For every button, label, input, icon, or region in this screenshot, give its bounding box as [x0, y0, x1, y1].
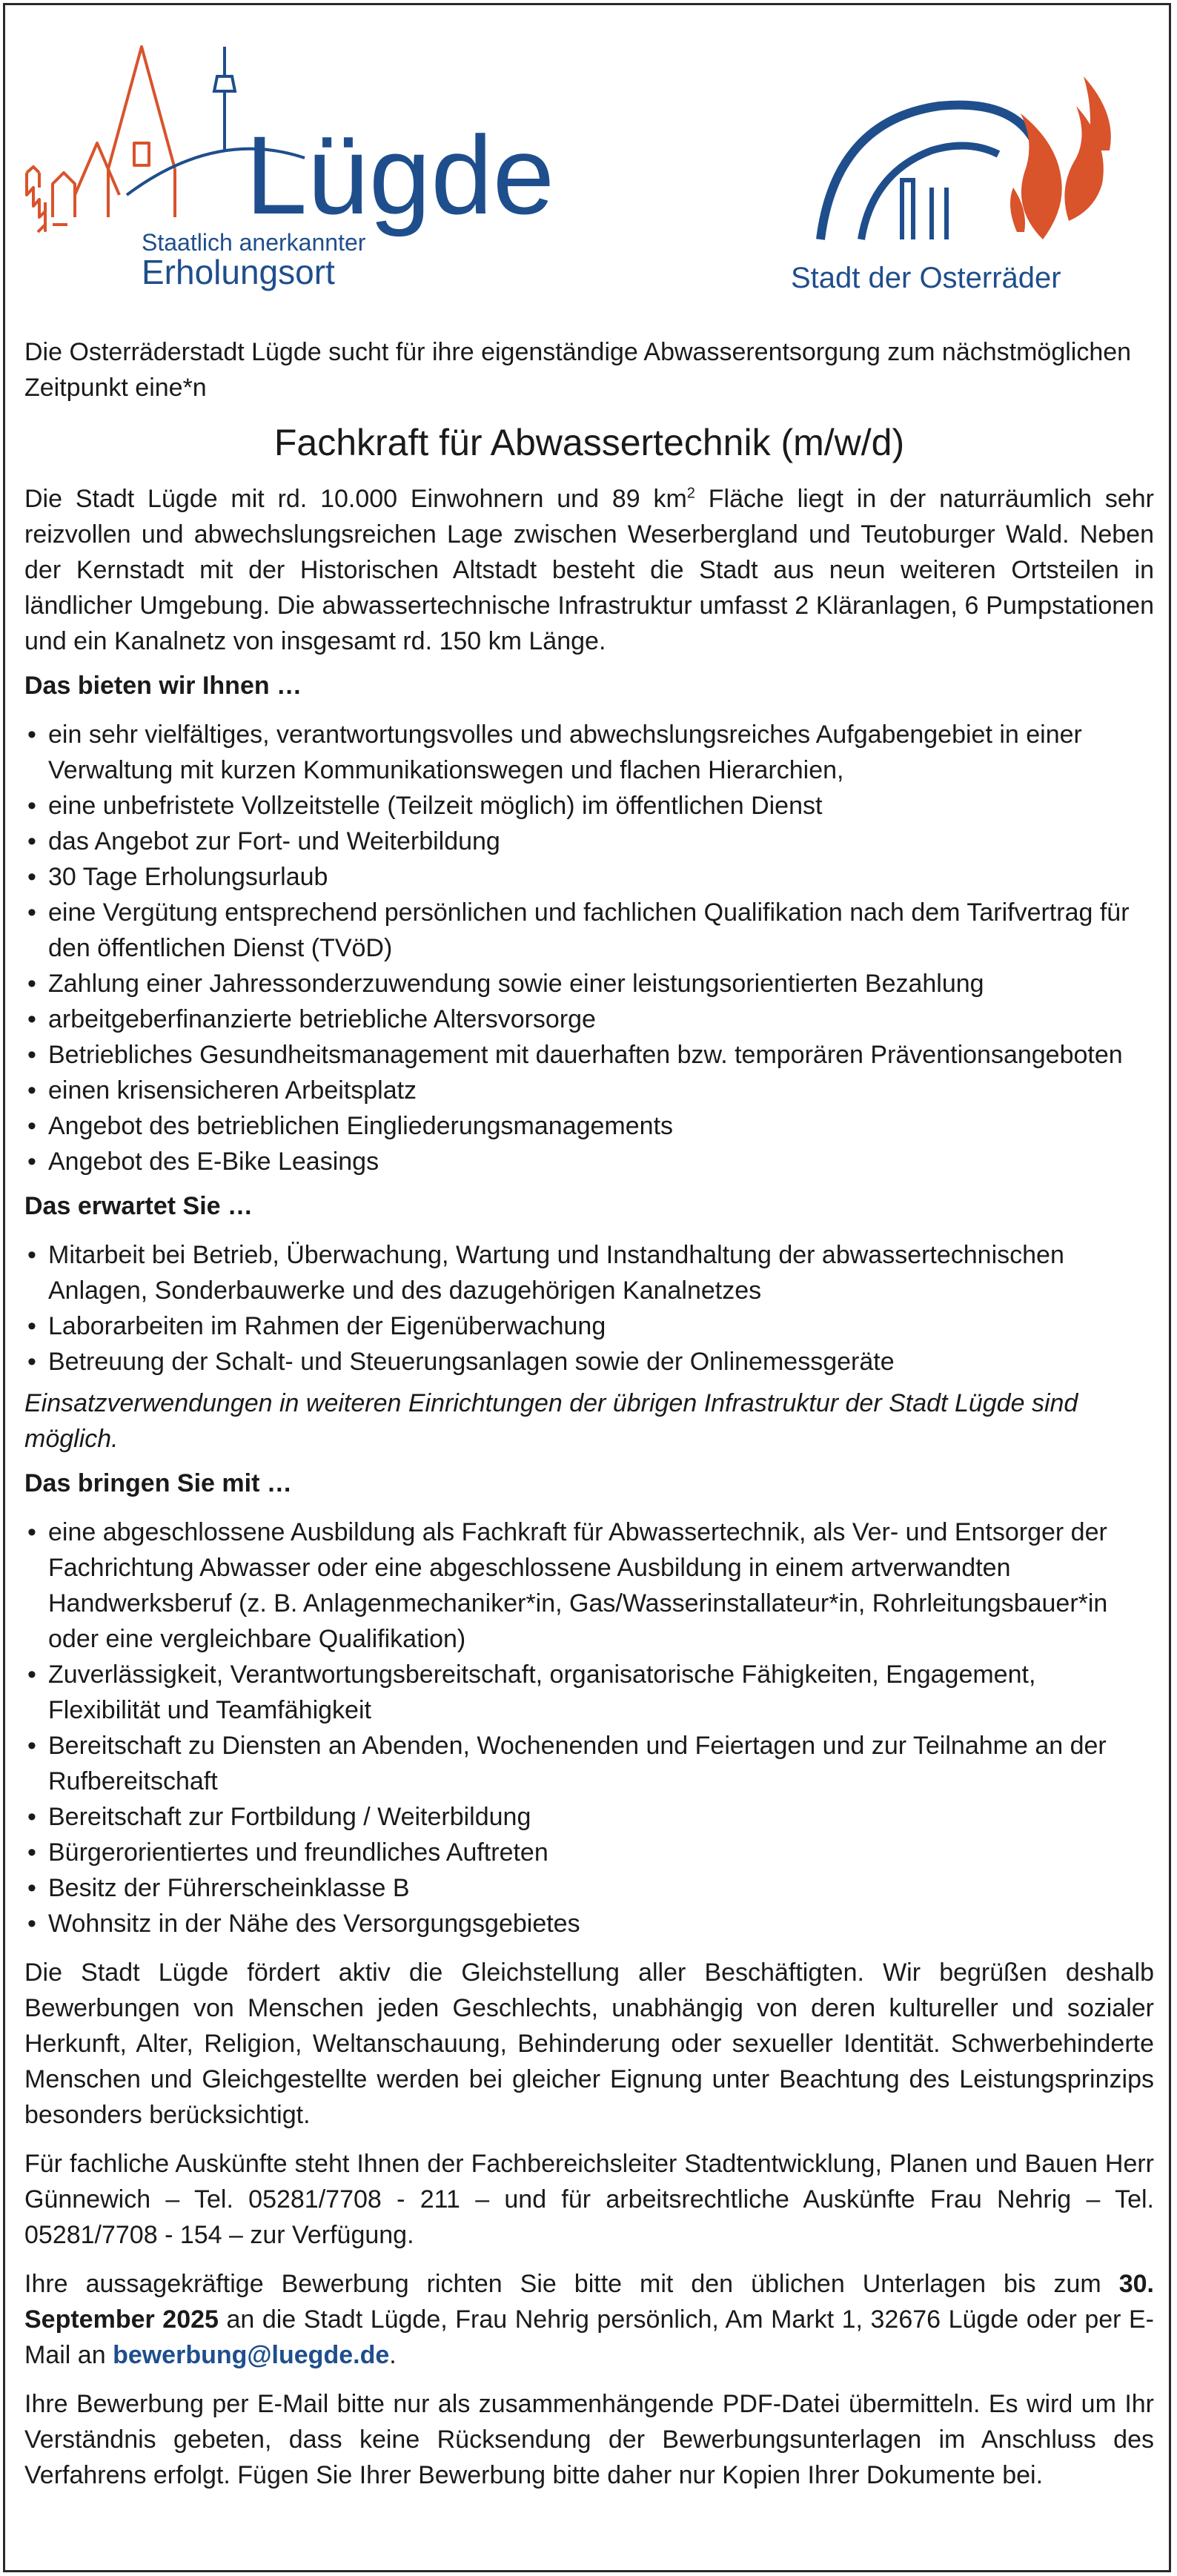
- list-item: • ein sehr vielfältiges, verantwortungsvolles und abwechslungsreiches Aufgabengebiet in einer Verwaltung mit kurzen Kommunikationswegen und flachen Hierarchien,: [24, 717, 1154, 788]
- list-item: • eine unbefristete Vollzeitstelle (Teilzeit möglich) im öffentlichen Dienst: [24, 788, 1154, 824]
- list-item: • Zahlung einer Jahressonderzuwendung sowie einer leistungsorientierten Bezahlung: [24, 966, 1154, 1001]
- logo-line1: Staatlich anerkannter: [142, 229, 366, 256]
- logo-line2: Erholungsort: [142, 253, 335, 291]
- logo-name: Lügde: [245, 113, 555, 237]
- list-item: • Angebot des E-Bike Leasings: [24, 1144, 1154, 1179]
- list-item: • 30 Tage Erholungsurlaub: [24, 859, 1154, 895]
- list-item: • Betreuung der Schalt- und Steuerungsanlagen sowie der Onlinemessgeräte: [24, 1344, 1154, 1380]
- list-item: • arbeitgeberfinanzierte betriebliche Altersvorsorge: [24, 1001, 1154, 1037]
- list-item: • einen krisensicheren Arbeitsplatz: [24, 1073, 1154, 1108]
- pdf-note: Ihre Bewerbung per E-Mail bitte nur als zusammenhängende PDF-Datei übermitteln. Es wird um Ihr Verständnis gebeten, dass keine Rücksendung der Bewerbungsunterlagen im Anschluss des Verfahrens erfolgt. Fügen Sie Ihrer Bewerbung bitte daher nur Kopien Ihrer Dokumente bei.: [24, 2390, 1154, 2489]
- bring-heading: Das bringen Sie mit …: [24, 1469, 292, 1497]
- contact-info: Für fachliche Auskünfte steht Ihnen der Fachbereichsleiter Stadtentwicklung, Planen und Bauen Herr Günnewich – Tel. 05281/7708 - 211 – und für arbeitsrechtliche Auskünfte Frau Nehrig – Tel. 05281/7708 - 154 – zur Verfügung.: [24, 2150, 1154, 2249]
- expect-list: [24, 1237, 1154, 1380]
- expect-heading: Das erwartet Sie …: [24, 1192, 253, 1220]
- logo-slogan: Stadt der Osterräder: [791, 262, 1061, 294]
- list-item: • Wohnsitz in der Nähe des Versorgungsgebietes: [24, 1906, 1154, 1941]
- superscript: 2: [686, 485, 695, 502]
- offer-list: [24, 717, 1154, 1179]
- list-item: • Bereitschaft zu Diensten an Abenden, Wochenenden und Feiertagen und zur Teilnahme an der Rufbereitschaft: [24, 1728, 1154, 1799]
- osterraeder-logo: [791, 62, 1132, 299]
- flame-wheel-icon: [820, 76, 1111, 239]
- list-item: • Betriebliches Gesundheitsmanagement mit dauerhaften bzw. temporären Präventionsangeboten: [24, 1037, 1154, 1073]
- ad-frame: [3, 3, 1171, 2572]
- list-item: • Mitarbeit bei Betrieb, Überwachung, Wartung und Instandhaltung der abwassertechnischen Anlagen, Sonderbauwerke und des dazugehörigen Kanalnetzes: [24, 1237, 1154, 1308]
- job-title: Fachkraft für Abwassertechnik (m/w/d): [273, 422, 905, 463]
- skyline-icon: [27, 47, 175, 232]
- expect-note: Einsatzverwendungen in weiteren Einrichtungen der übrigen Infrastruktur der Stadt Lügde sind möglich.: [24, 1389, 1078, 1453]
- list-item: • Bürgerorientiertes und freundliches Auftreten: [24, 1835, 1154, 1870]
- description: Die Stadt Lügde mit rd. 10.000 Einwohnern und 89 $km^2$ Fläche liegt in der naturräumlich sehr reizvollen und abwechslungsreichen Lage zwischen Weserbergland und Teutoburger Wald. Neben der Kernstadt mit der Historischen Altstadt besteht die Stadt aus neun weiteren Ortsteilen in ländlicher Umgebung. Die abwassertechnische Infrastruktur umfasst 2 Kläranlagen, 6 Pumpstationen und ein Kanalnetz von insgesamt rd. 150 km Länge.: [24, 485, 1155, 655]
- list-item: • Bereitschaft zur Fortbildung / Weiterbildung: [24, 1799, 1154, 1835]
- intro-text: Die Osterräderstadt Lügde sucht für ihre eigenständige Abwasserentsorgung zum nächstmöglichen Zeitpunkt eine*n: [24, 338, 1132, 402]
- deadline: 30. September 2025: [24, 2270, 1154, 2334]
- offer-heading: Das bieten wir Ihnen …: [24, 672, 302, 700]
- list-item: • Angebot des betrieblichen Eingliederungsmanagements: [24, 1108, 1154, 1144]
- job-ad-body: [24, 334, 1154, 2493]
- list-item: • eine abgeschlossene Ausbildung als Fachkraft für Abwassertechnik, als Ver- und Entsorger der Fachrichtung Abwasser oder eine abgeschlossene Ausbildung in einem artverwandten Handwerksberuf (z. B. Anlagenmechaniker*in, Gas/Wasserinstallateur*in, Rohrleitungsbauer*in oder eine vergleichbare Qualifikation): [24, 1514, 1154, 1657]
- list-item: • Laborarbeiten im Rahmen der Eigenüberwachung: [24, 1308, 1154, 1344]
- bring-list: [24, 1514, 1154, 1941]
- list-item: • Besitz der Führerscheinklasse B: [24, 1870, 1154, 1906]
- list-item: • eine Vergütung entsprechend persönlichen und fachlichen Qualifikation nach dem Tarifvertrag für den öffentlichen Dienst (TVöD): [24, 895, 1154, 966]
- email-link[interactable]: bewerbung@luegde.de: [113, 2341, 390, 2369]
- luegde-logo: [23, 39, 586, 299]
- equality-statement: Die Stadt Lügde fördert aktiv die Gleichstellung aller Beschäftigten. Wir begrüßen deshalb Bewerbungen von Menschen jeden Geschlechts, unabhängig von deren kultureller und sozialer Herkunft, Alter, Religion, Weltanschauung, Behinderung oder sexueller Identität. Schwerbehinderte Menschen und Gleichgestellte werden bei gleicher Eignung unter Beachtung des Leistungsprinzips besonders berücksichtigt.: [24, 1959, 1154, 2129]
- list-item: • Zuverlässigkeit, Verantwortungsbereitschaft, organisatorische Fähigkeiten, Engagement, Flexibilität und Teamfähigkeit: [24, 1657, 1154, 1728]
- list-item: • das Angebot zur Fort- und Weiterbildung: [24, 824, 1154, 859]
- application-info: Ihre aussagekräftige Bewerbung richten Sie bitte mit den üblichen Unterlagen bis zum 30. September 2025 an die Stadt Lügde, Frau Nehrig persönlich, Am Markt 1, 32676 Lügde oder per E-Mail an bewerbung@luegde.de.: [24, 2270, 1155, 2369]
